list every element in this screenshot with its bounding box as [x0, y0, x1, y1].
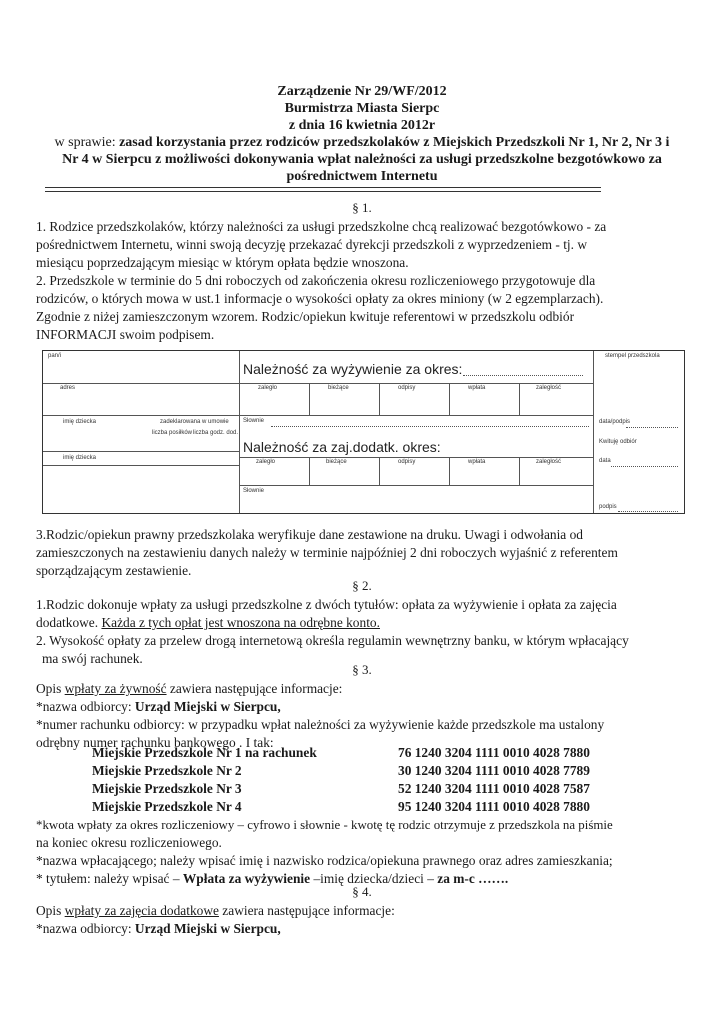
p3-line: sporządzającym zestawienie.: [36, 563, 192, 578]
data-fill-line: [611, 466, 678, 467]
s3-opis-underlined: wpłaty za żywność: [64, 681, 167, 696]
col-biezace: bieżące: [328, 385, 349, 391]
account-number-2: 30 1240 3204 1111 0010 4028 7789: [398, 763, 590, 778]
payment-info-form: [42, 350, 685, 514]
col-zaleglo: zaległo: [258, 385, 278, 391]
paragraph-3: [36, 526, 692, 580]
s2-line-prefix: dodatkowe.: [36, 615, 102, 630]
p3-line: 3.Rodzic/opiekun prawny przedszkolaka weryfikuje dane zestawione na druku. Uwagi i odwołania od: [36, 527, 583, 542]
decree-subject-line3: pośrednictwem Internetu: [286, 169, 438, 184]
s4-line: [36, 920, 692, 938]
heading-naleznosc-wyzywienie: Należność za wyżywienie za okres:: [243, 361, 463, 377]
p1-line: 1. Rodzice przedszkolaków, którzy należności za usługi przedszkolne chcą realizować bezgotówkowo - za: [36, 219, 607, 234]
account-number-1: 76 1240 3204 1111 0010 4028 7880: [398, 745, 590, 760]
section-3-body-cont: [36, 816, 692, 888]
account-number-3: 52 1240 3204 1111 0010 4028 7587: [398, 781, 590, 796]
form-divider: [519, 457, 520, 485]
s3-title-mid: –imię dziecka/dzieci –: [310, 871, 438, 886]
section-3-body: [36, 680, 692, 752]
form-divider: [309, 383, 310, 415]
form-divider: [239, 383, 593, 384]
col-zaleglosc: zaległość: [536, 385, 562, 391]
s2-underlined-note: Każda z tych opłat jest wnoszona na odrębne konto.: [101, 615, 380, 630]
s3-line: [36, 698, 692, 716]
section-2-heading: § 2.: [352, 578, 372, 593]
form-divider: [593, 351, 594, 513]
form-divider: [449, 383, 450, 415]
form-divider: [239, 351, 240, 513]
label-stempel: stempel przedszkola: [605, 353, 660, 359]
section-4-heading: § 4.: [352, 884, 372, 899]
form-divider: [379, 457, 380, 485]
col-zaleglo-2: zaległo: [256, 459, 276, 465]
form-divider: [43, 415, 239, 416]
period-fill-line: [463, 375, 583, 376]
s2-line: [36, 614, 692, 632]
section-3-heading: § 3.: [352, 662, 372, 677]
p1-line: 2. Przedszkole w terminie do 5 dni roboczych od zakończenia okresu rozliczeniowego przygotowuje dla: [36, 273, 596, 288]
slownie-fill-line: [271, 426, 589, 427]
heading-naleznosc-zaj: Należność za zaj.dodatk. okres:: [243, 439, 441, 455]
form-divider: [43, 383, 239, 384]
account-name-2: Miejskie Przedszkole Nr 2: [92, 763, 242, 778]
s2-line: 2. Wysokość opłaty za przelew drogą internetową określa regulamin wewnętrzny banku, w którym wpłacający: [36, 633, 629, 648]
decree-subject-line2: Nr 4 w Sierpcu z możliwości dokonywania wpłat należności za usługi przedszkolne bezgotówkowo za: [62, 152, 662, 167]
form-divider: [239, 485, 593, 486]
decree-subject-line1: [0, 135, 724, 151]
form-divider: [449, 457, 450, 485]
label-slownie: Słownie: [243, 418, 265, 424]
s2-line: 1.Rodzic dokonuje wpłaty za usługi przedszkolne z dwóch tytułów: opłata za wyżywienie i opłata za zajęcia: [36, 597, 617, 612]
label-kwituje: Kwituję odbiór: [599, 439, 637, 445]
s3-line: *numer rachunku odbiorcy: w przypadku wpłat należności za wyżywienie każde przedszkole ma ustalony: [36, 717, 605, 732]
s3-opis: Opis: [36, 681, 65, 696]
s4-recipient-label: *nazwa odbiorcy:: [36, 921, 135, 936]
label-adres: adres: [60, 385, 76, 391]
subject-text: zasad korzystania przez rodziców przedszkolaków z Miejskich Przedszkoli Nr 1, Nr 2, Nr 3 i: [115, 135, 670, 150]
s3-recipient-name: Urząd Miejski w Sierpcu,: [134, 699, 281, 714]
decree-date: z dnia 16 kwietnia 2012r: [288, 118, 436, 133]
account-name-1: Miejskie Przedszkole Nr 1 na rachunek: [92, 745, 317, 760]
s2-line: ma swój rachunek.: [42, 651, 143, 666]
s3-title-label: * tytułem: należy wpisać –: [36, 871, 183, 886]
label-imie-dziecka-2: imię dziecka: [63, 455, 97, 461]
label-podpis: podpis: [599, 504, 617, 510]
label-slownie-2: Słownie: [243, 488, 265, 494]
form-divider: [239, 415, 593, 416]
double-rule: [45, 187, 601, 192]
col-wplata-2: wpłata: [468, 459, 486, 465]
s4-opis-rest: zawiera następujące informacje:: [218, 903, 395, 918]
s3-line: *kwota wpłaty za okres rozliczeniowy – cyfrowo i słownie - kwotę tę rodzic otrzymuje z przedszkola na piśmie: [36, 818, 613, 832]
subject-prefix: w sprawie:: [54, 135, 116, 150]
col-biezace-2: bieżące: [326, 459, 347, 465]
label-liczba-posilkow: liczba posiłków: [152, 430, 193, 436]
col-wplata: wpłata: [468, 385, 486, 391]
p1-line: pośrednictwem Internetu, winni swoją decyzję przekazać dyrekcji przedszkoli z wyprzedzeniem - tj. w: [36, 237, 588, 252]
section-1-body: [36, 218, 692, 344]
col-zaleglosc-2: zaległość: [536, 459, 562, 465]
p1-line: rodziców, o których mowa w ust.1 informacje o wysokości opłaty za okres miniony (w 2 egzemplarzach).: [36, 291, 604, 306]
account-number-4: 95 1240 3204 1111 0010 4028 7880: [398, 799, 590, 814]
s3-line: odrębny numer rachunku bankowego . I tak:: [36, 735, 274, 750]
p3-line: zamieszczonych na zestawieniu danych należy w terminie najpóźniej 2 dni roboczych wyjaśnić z referentem: [36, 545, 618, 560]
section-4-body: [36, 902, 692, 938]
s3-title-month: za m-c …….: [437, 871, 509, 886]
label-data-podpis: data/podpis: [599, 419, 631, 425]
label-zadeklarowana: zadeklarowana w umowie: [160, 419, 229, 425]
label-imie-dziecka: imię dziecka: [63, 419, 97, 425]
s4-opis-underlined: wpłaty za zajęcia dodatkowe: [64, 903, 219, 918]
p1-line: Zgodnie z niżej zamieszczonym wzorem. Rodzic/opiekun kwituje referentowi w przedszkolu odbiór: [36, 309, 575, 324]
podpis-fill-line: [618, 511, 678, 512]
s3-title-bold: Wpłata za wyżywienie: [182, 871, 311, 886]
s3-line: [36, 680, 692, 698]
s3-opis-rest: zawiera następujące informacje:: [166, 681, 343, 696]
account-name-4: Miejskie Przedszkole Nr 4: [92, 799, 242, 814]
decree-issuer: Burmistrza Miasta Sierpc: [284, 101, 440, 116]
s4-line: [36, 902, 692, 920]
s3-line: *nazwa wpłacającego; należy wpisać imię i nazwisko rodzica/opiekuna prawnego oraz adres zamieszkania;: [36, 853, 613, 868]
s4-recipient-name: Urząd Miejski w Sierpcu,: [134, 921, 281, 936]
form-divider: [43, 465, 239, 466]
form-divider: [379, 383, 380, 415]
form-divider: [43, 451, 239, 452]
label-pani: pan/i: [48, 353, 62, 359]
data-podpis-fill-line: [626, 427, 678, 428]
form-divider: [519, 383, 520, 415]
decree-title: Zarządzenie Nr 29/WF/2012: [277, 84, 447, 99]
s3-line: na koniec okresu rozliczeniowego.: [36, 835, 222, 850]
label-data: data: [599, 458, 611, 464]
col-odpisy-2: odpisy: [398, 459, 416, 465]
form-divider: [309, 457, 310, 485]
form-divider: [239, 457, 593, 458]
p1-line: INFORMACJI swoim podpisem.: [36, 327, 215, 342]
s4-opis: Opis: [36, 903, 65, 918]
s3-recipient-label: *nazwa odbiorcy:: [36, 699, 135, 714]
account-name-3: Miejskie Przedszkole Nr 3: [92, 781, 242, 796]
section-1-heading: § 1.: [352, 200, 372, 215]
label-liczba-godz: liczba godz. dod.: [193, 430, 239, 436]
section-2-body: [36, 596, 692, 668]
p1-line: miesiącu poprzedzającym miesiąc w którym opłata będzie wnoszona.: [36, 255, 409, 270]
col-odpisy: odpisy: [398, 385, 416, 391]
